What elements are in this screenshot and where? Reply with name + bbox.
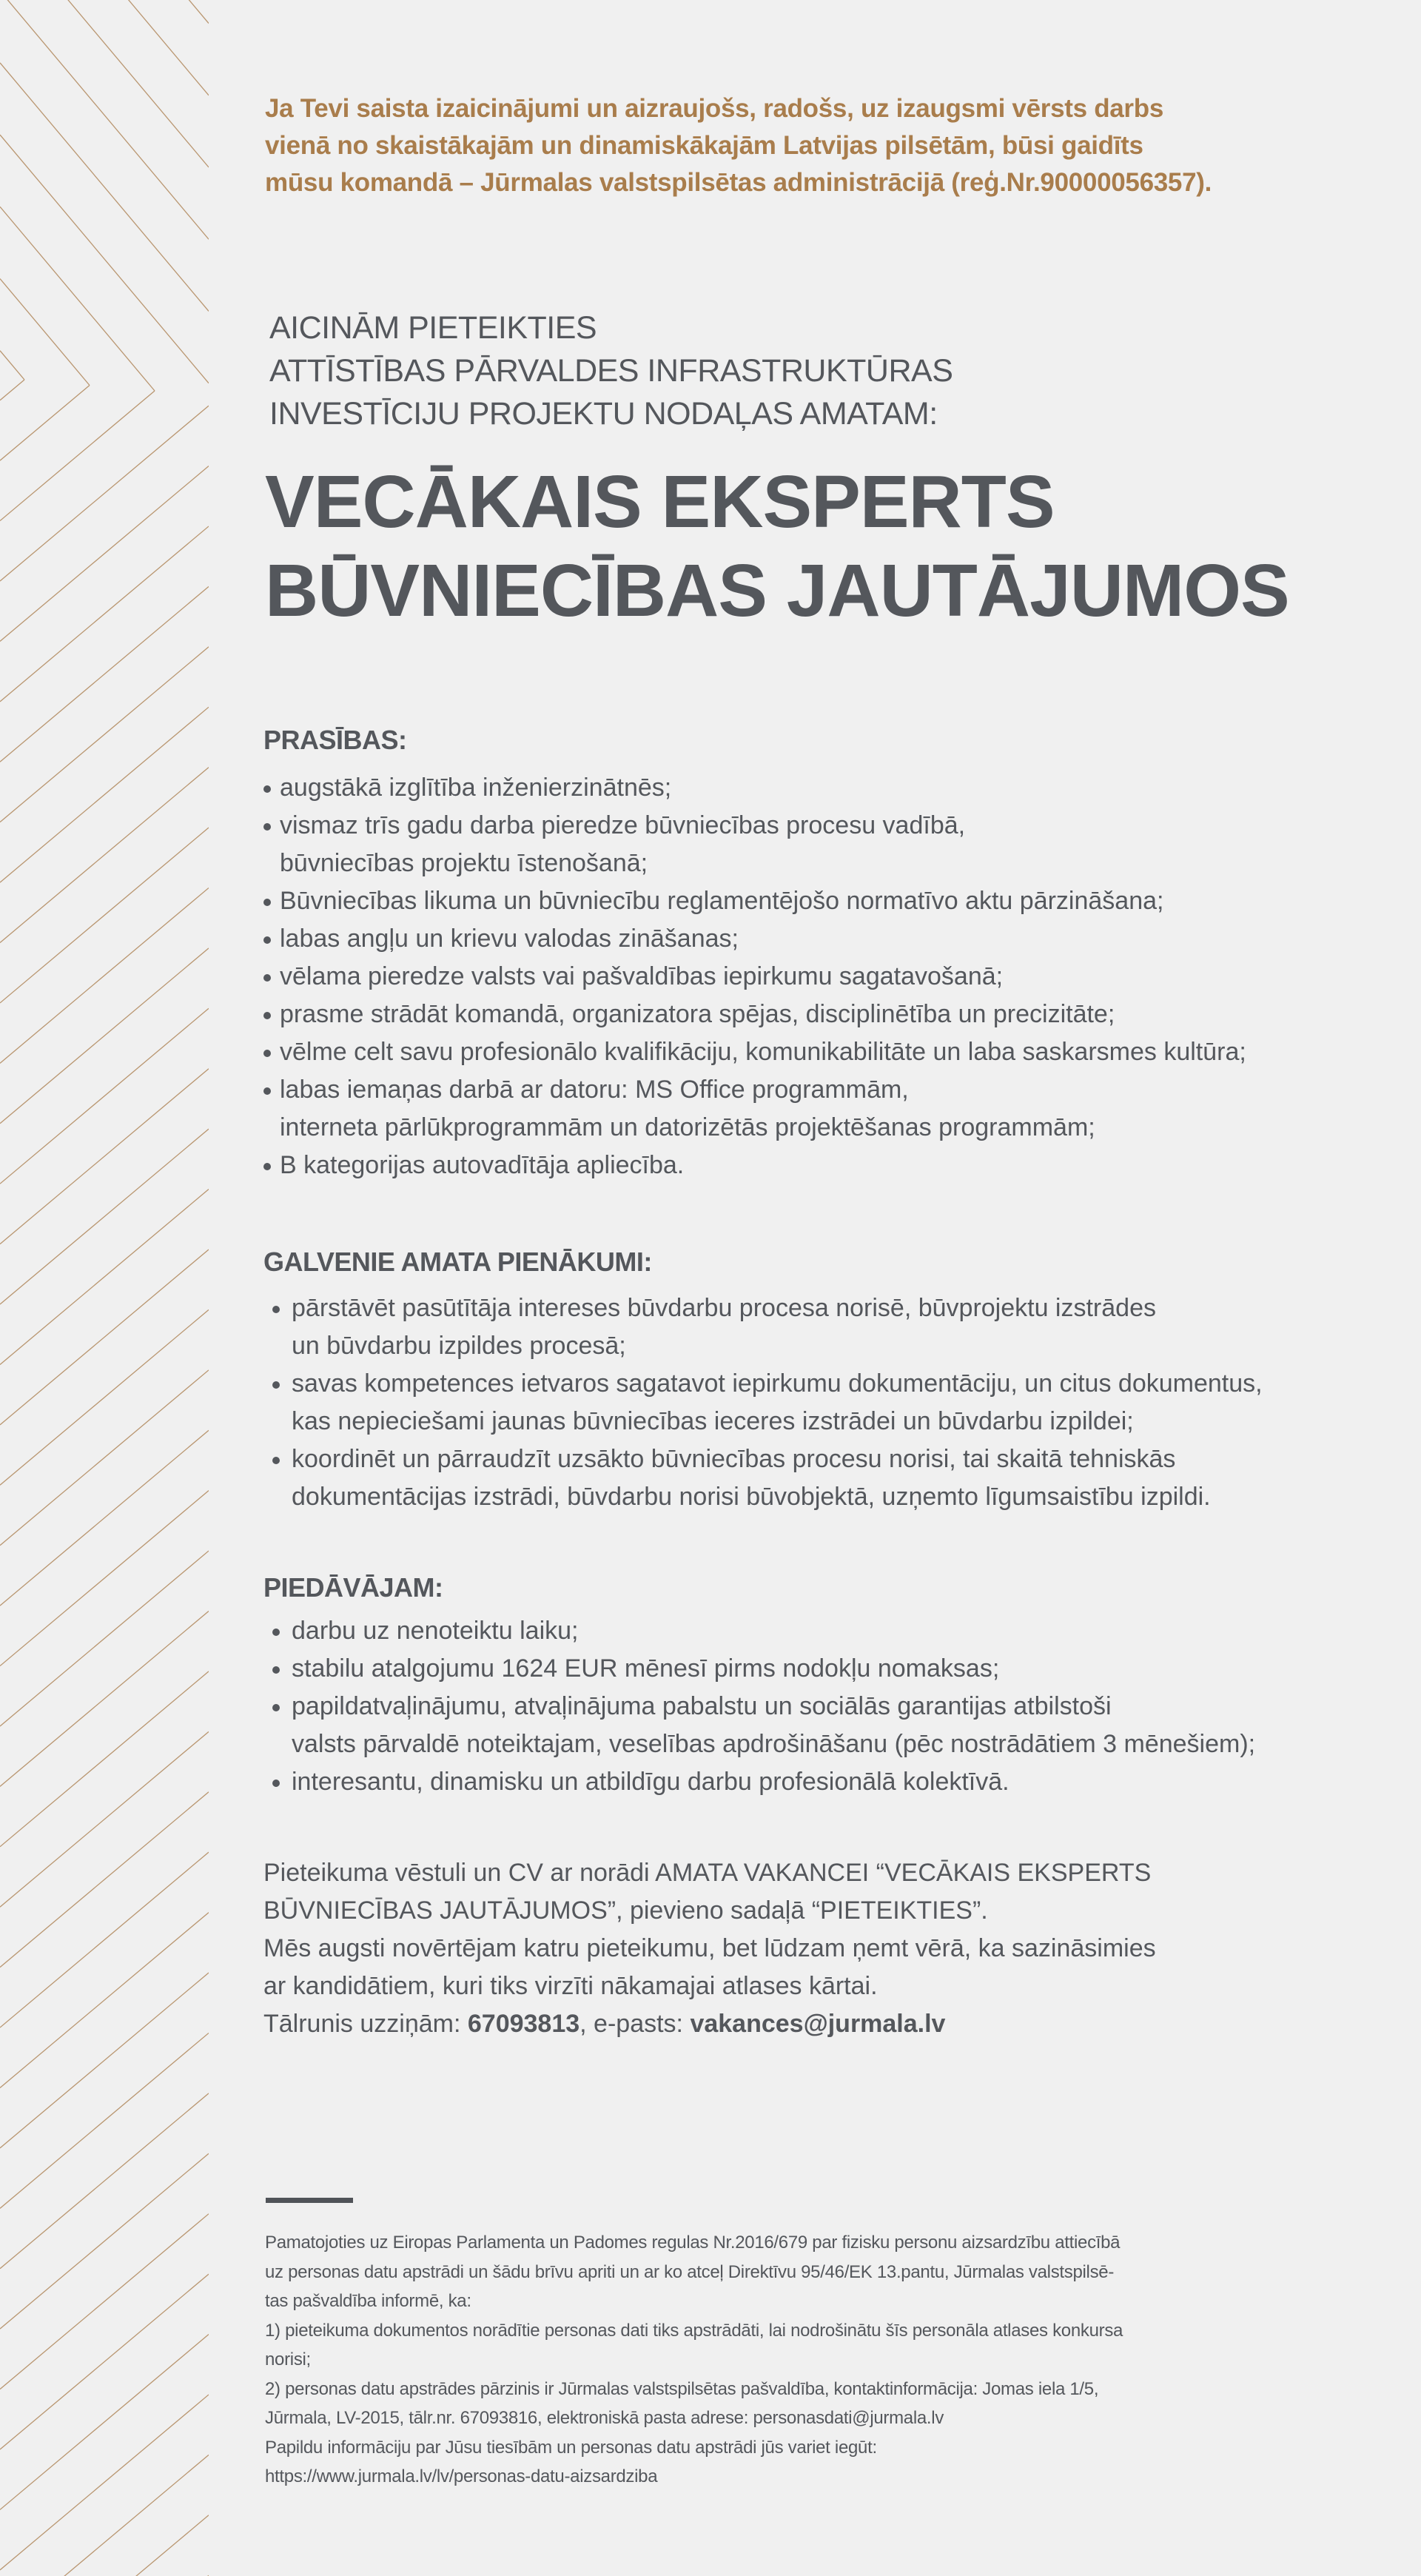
list-item (263, 1147, 1388, 1184)
offer-section (263, 1569, 1388, 1801)
list-item-text: augstākā izglītība inženierzinātnēs; (280, 774, 672, 802)
chevron-lower-line (0, 1250, 209, 1425)
chevron-lower-line (0, 768, 209, 943)
phone-label: Tālrunis uzziņām: (263, 2010, 468, 2038)
chevron-lower-line (0, 391, 155, 521)
list-item-text: interesantu, dinamisku un atbildīgu darbu profesionālā kolektīvā. (292, 1768, 1010, 1796)
list-item-text: un būvdarbu izpildes procesā; (292, 1332, 626, 1360)
list-item (263, 807, 1388, 882)
bullet-icon (272, 1666, 280, 1674)
contact-line (263, 2005, 1156, 2043)
chevron-lower-line (0, 1370, 209, 1546)
duties-section (263, 1244, 1388, 1516)
list-item (263, 996, 1388, 1033)
bullet-icon (272, 1457, 280, 1464)
chevron-upper-line (0, 0, 209, 239)
list-item (263, 1688, 1388, 1763)
chevron-lower-line (0, 1430, 209, 1606)
list-item-text: vēlama pieredze valsts vai pašvaldības iepirkumu sagatavošanā; (280, 962, 1004, 990)
email-label: , e-pasts: (580, 2010, 691, 2038)
chevron-upper-line (0, 351, 24, 380)
offer-heading: PIEDĀVĀJAM: (263, 1572, 443, 1603)
chevron-lower-line (0, 1973, 209, 2148)
apply-line: Mēs augsti novērtējam katru pieteikumu, bet lūdzam ņemt vērā, ka sazināsimies (263, 1934, 1156, 1962)
chevron-lower-line (0, 1852, 209, 2027)
chevron-lower-line (0, 1611, 209, 1787)
bullet-icon (272, 1381, 280, 1389)
email-link[interactable]: vakances@jurmala.lv (690, 2010, 946, 2038)
list-item-text: labas iemaņas darbā ar datoru: MS Office programmām, (280, 1076, 909, 1104)
list-item (263, 958, 1388, 996)
list-item-text: Būvniecības likuma un būvniecību reglamentējošo normatīvo aktu pārzināšana; (280, 887, 1164, 915)
chevron-lower-line (0, 1069, 209, 1244)
chevron-lower-line (0, 2033, 209, 2208)
chevron-lower-line (0, 1731, 209, 1907)
offer-list (263, 1612, 1388, 1801)
list-item-text: vismaz trīs gadu darba pieredze būvniecības procesu vadībā, (280, 811, 966, 839)
duties-list (263, 1289, 1388, 1516)
application-instructions (263, 1854, 1156, 2043)
chevron-upper-line (0, 0, 209, 167)
bullet-icon (272, 1704, 280, 1711)
intro-paragraph (265, 90, 1375, 201)
bullet-icon (263, 785, 271, 793)
notice-line: uz personas datu apstrādi un šādu brīvu apriti un ar ko atceļ Direktīvu 95/46/EK 13.pantu, Jūrmalas valstspilsē- (265, 2261, 1115, 2282)
notice-line: 1) pieteikuma dokumentos norādītie personas dati tiks apstrādāti, lai nodrošinātu šīs personāla atlases konkursa (265, 2320, 1123, 2341)
list-item-text: interneta pārlūkprogrammām un datorizētās projektēšanas programmām; (280, 1113, 1095, 1141)
notice-line: tas pašvaldība informē, ka: (265, 2291, 471, 2311)
chevron-lower-line (0, 1309, 209, 1485)
chevron-lower-line (0, 1008, 209, 1184)
chevron-lower-line (0, 380, 24, 400)
chevron-lower-line (0, 1129, 209, 1304)
list-item (263, 1289, 1388, 1365)
chevron-lower-line (0, 2515, 209, 2576)
bullet-icon (263, 936, 271, 944)
bullet-icon (263, 1163, 271, 1170)
chevron-lower-line (0, 1792, 209, 1968)
list-item-text: būvniecības projektu īstenošanā; (280, 849, 648, 877)
requirements-section (263, 722, 1388, 1184)
chevron-upper-line (0, 63, 209, 312)
invitation-line: ATTĪSTĪBAS PĀRVALDES INFRASTRUKTŪRAS (269, 353, 953, 389)
separator-bar (266, 2198, 353, 2203)
chevron-lower-line (0, 2214, 209, 2389)
chevron-lower-line (0, 1190, 209, 1365)
list-item-text: dokumentācijas izstrādi, būvdarbu norisi būvobjektā, uzņemto līgumsaistību izpildi. (292, 1483, 1211, 1511)
position-title (265, 457, 1289, 635)
chevron-lower-line (0, 406, 209, 581)
list-item-text: valsts pārvaldē noteiktajam, veselības apdrošināšanu (pēc nostrādātiem 3 mēnešiem); (292, 1730, 1256, 1758)
list-item-text: vēlme celt savu profesionālo kvalifikāciju, komunikabilitāte un laba saskarsmes kultūra; (280, 1038, 1246, 1066)
notice-line: Pamatojoties uz Eiropas Parlamenta un Padomes regulas Nr.2016/679 par fizisku personu aizsardzību attiecībā (265, 2233, 1121, 2253)
list-item (263, 1440, 1388, 1516)
notice-line: 2) personas datu apstrādes pārzinis ir Jūrmalas valstspilsētas pašvaldība, kontaktinformācija: Jomas iela 1/5, (265, 2378, 1099, 2399)
privacy-policy-link[interactable]: https://www.jurmala.lv/lv/personas-datu-aizsardziba (265, 2466, 658, 2486)
invitation-line: INVESTĪCIJU PROJEKTU NODAĻAS AMATAM: (269, 396, 938, 432)
invitation-line: AICINĀM PIETEIKTIES (269, 310, 597, 346)
list-item (263, 1033, 1388, 1071)
chevron-upper-line (0, 0, 209, 24)
chevron-lower-line (0, 2395, 209, 2570)
notice-line: norisi; (265, 2349, 311, 2369)
chevron-lower-line (0, 2455, 209, 2576)
notice-line: Jūrmala, LV-2015, tālr.nr. 67093816, elektroniskā pasta adrese: personasdati@jurmala.lv (265, 2408, 944, 2428)
intro-line: Ja Tevi saista izaicinājumi un aizraujošs, radošs, uz izaugsmi vērsts darbs (265, 94, 1164, 123)
data-protection-notice (265, 2228, 1123, 2492)
chevron-lower-line (0, 586, 209, 762)
list-item-text: labas angļu un krievu valodas zināšanas; (280, 925, 739, 953)
chevron-lower-line (0, 2335, 209, 2510)
chevron-lower-line (0, 888, 209, 1063)
intro-line: vienā no skaistākajām un dinamiskākajām Latvijas pilsētām, būsi gaidīts (265, 131, 1143, 160)
requirements-list (263, 769, 1388, 1184)
bullet-icon (263, 974, 271, 982)
chevron-lower-line (0, 948, 209, 1124)
bullet-icon (263, 1087, 271, 1095)
chevron-lower-line (0, 466, 209, 642)
chevron-lower-line (0, 526, 209, 702)
notice-line: Papildu informāciju par Jūsu tiesībām un personas datu apstrādi jūs variet iegūt: (265, 2437, 877, 2458)
chevron-lower-line (0, 1551, 209, 1726)
list-item-text: savas kompetences ietvaros sagatavot iepirkumu dokumentāciju, un citus dokumentus, (292, 1369, 1263, 1398)
list-item-text: prasme strādāt komandā, organizatora spējas, disciplinētība un precizitāte; (280, 1000, 1115, 1028)
decorative-chevron-pattern (0, 0, 209, 2576)
bullet-icon (263, 1012, 271, 1019)
chevron-lower-line (0, 386, 90, 461)
position-title-line: VECĀKAIS EKSPERTS (265, 460, 1055, 543)
chevron-lower-line (0, 2093, 209, 2269)
chevron-upper-line (0, 135, 209, 383)
list-item (263, 1612, 1388, 1650)
chevron-lower-line (0, 2153, 209, 2329)
list-item (263, 1763, 1388, 1801)
list-item-text: B kategorijas autovadītāja apliecība. (280, 1151, 685, 1179)
chevron-lower-line (0, 1671, 209, 1847)
bullet-icon (272, 1780, 280, 1787)
bullet-icon (263, 899, 271, 906)
chevron-lower-line (0, 1913, 209, 2088)
list-item (263, 1650, 1388, 1688)
chevron-lower-line (0, 1491, 209, 1666)
requirements-heading: PRASĪBAS: (263, 725, 407, 755)
list-item-text: papildatvaļinājumu, atvaļinājuma pabalstu un sociālās garantijas atbilstoši (292, 1692, 1112, 1720)
chevron-lower-line (0, 707, 209, 882)
list-item-text: pārstāvēt pasūtītāja intereses būvdarbu procesa norisē, būvprojektu izstrādes (292, 1294, 1156, 1322)
list-item (263, 769, 1388, 807)
bullet-icon (272, 1629, 280, 1636)
duties-heading: GALVENIE AMATA PIENĀKUMI: (263, 1247, 652, 1277)
apply-line: Pieteikuma vēstuli un CV ar norādi AMATA VAKANCEI “VECĀKAIS EKSPERTS (263, 1859, 1152, 1887)
chevron-upper-line (0, 207, 155, 391)
chevron-upper-line (0, 0, 209, 95)
chevron-lower-line (0, 2274, 209, 2449)
apply-line: ar kandidātiem, kuri tiks virzīti nākamajai atlases kārtai. (263, 1972, 878, 2000)
list-item (263, 920, 1388, 958)
bullet-icon (272, 1306, 280, 1313)
list-item-text: darbu uz nenoteiktu laiku; (292, 1617, 579, 1645)
bullet-icon (263, 823, 271, 831)
phone-number[interactable]: 67093813 (467, 2010, 580, 2038)
chevron-lower-line (0, 828, 209, 1003)
list-item-text: kas nepieciešami jaunas būvniecības ieceres izstrādei un būvdarbu izpildei; (292, 1407, 1134, 1435)
chevron-upper-line (0, 279, 90, 386)
list-item-text: stabilu atalgojumu 1624 EUR mēnesī pirms nodokļu nomaksas; (292, 1654, 1000, 1683)
bullet-icon (263, 1050, 271, 1057)
list-item-text: koordinēt un pārraudzīt uzsākto būvniecības procesu norisi, tai skaitā tehniskās (292, 1445, 1176, 1473)
chevron-lower-line (0, 647, 209, 822)
list-item (263, 882, 1388, 920)
list-item (263, 1071, 1388, 1147)
invitation-heading (269, 306, 953, 435)
intro-line: mūsu komandā – Jūrmalas valstspilsētas administrācijā (reģ.Nr.90000056357). (265, 168, 1212, 197)
position-title-line: BŪVNIECĪBAS JAUTĀJUMOS (265, 549, 1289, 632)
apply-line: BŪVNIECĪBAS JAUTĀJUMOS”, pievieno sadaļā “PIETEIKTIES”. (263, 1896, 988, 1925)
list-item (263, 1365, 1388, 1440)
